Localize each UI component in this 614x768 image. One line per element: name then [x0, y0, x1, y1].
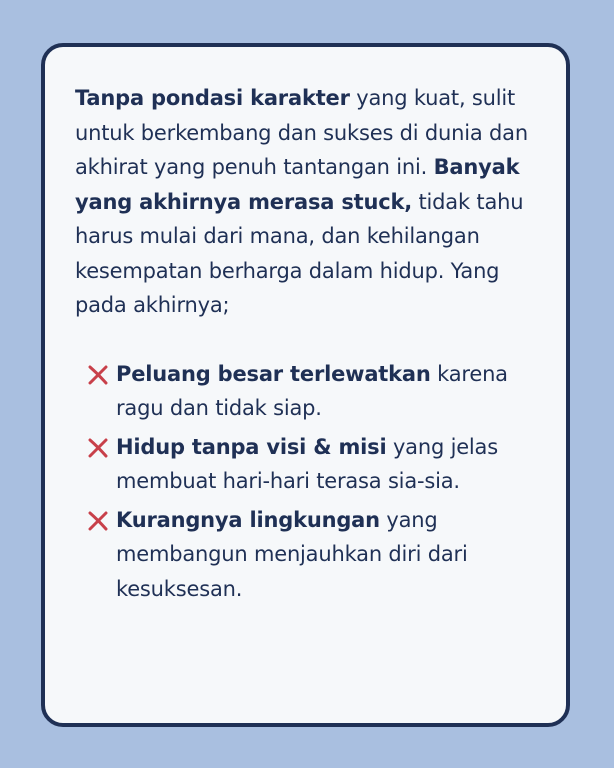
problem-list	[75, 357, 546, 607]
list-item-bold: Peluang besar terlewatkan	[116, 361, 431, 386]
intro-paragraph	[75, 81, 546, 323]
list-item-bold: Kurangnya lingkungan	[116, 507, 380, 532]
list-item	[75, 430, 546, 499]
list-item-text: karena ragu dan tidak siap.	[116, 361, 508, 420]
cross-mark-icon	[87, 511, 109, 531]
cross-mark-icon	[87, 365, 109, 385]
intro-text-2: tidak tahu harus mulai dari mana, dan kehilangan kesempatan berharga dalam hidup. Yang pada akhirnya;	[75, 189, 524, 317]
intro-bold-2: Banyak yang akhirnya merasa stuck,	[75, 155, 520, 214]
cross-mark-icon	[87, 438, 109, 458]
list-item-bold: Hidup tanpa visi & misi	[116, 434, 387, 459]
content-card	[41, 43, 570, 727]
list-item	[75, 357, 546, 426]
list-item	[75, 503, 546, 607]
list-item-text: yang jelas membuat hari-hari terasa sia-sia.	[116, 434, 498, 493]
intro-bold-1: Tanpa pondasi karakter	[75, 86, 350, 110]
intro-text-1: yang kuat, sulit untuk berkembang dan sukses di dunia dan akhirat yang penuh tantangan ini.	[75, 86, 528, 179]
list-item-text: yang membangun menjauhkan diri dari kesuksesan.	[116, 507, 468, 601]
